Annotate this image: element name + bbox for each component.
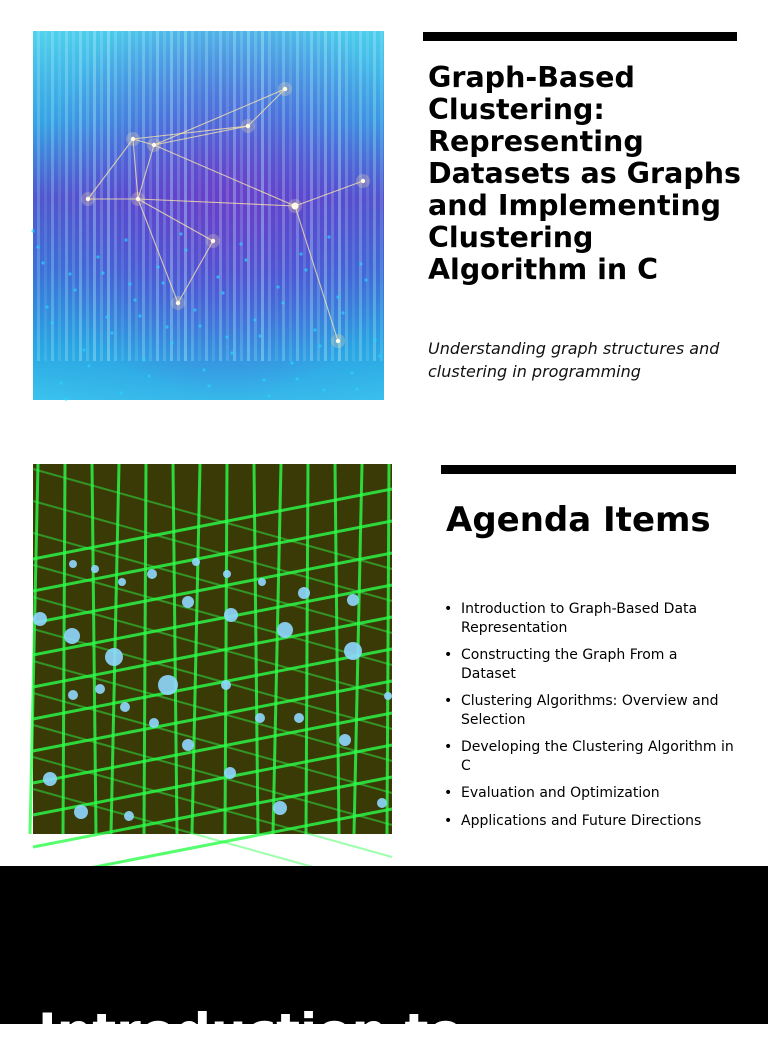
title-rule xyxy=(423,32,737,41)
code-streak xyxy=(254,31,257,361)
network-node xyxy=(246,124,250,128)
agenda-item-text: Clustering Algorithms: Overview and Selection xyxy=(461,693,719,728)
agenda-item xyxy=(444,738,734,775)
code-streak xyxy=(240,31,243,361)
grid-line-vertical xyxy=(30,464,38,834)
network-node xyxy=(152,143,156,147)
data-dot xyxy=(262,378,265,381)
code-streak xyxy=(324,31,327,361)
grid-node xyxy=(224,608,238,622)
grid-node xyxy=(182,596,194,608)
grid-node xyxy=(294,713,304,723)
code-streak xyxy=(72,31,75,361)
data-dot xyxy=(281,301,284,304)
grid-line-diagonal xyxy=(33,469,392,569)
code-streak xyxy=(261,31,264,361)
agenda-item xyxy=(444,784,734,803)
grid-line-diagonal xyxy=(33,565,392,665)
code-streak xyxy=(296,31,299,361)
data-dot xyxy=(341,311,344,314)
data-dot xyxy=(101,271,104,274)
data-dot xyxy=(36,245,39,248)
data-dot xyxy=(364,278,367,281)
code-streak xyxy=(128,31,131,361)
grid-node xyxy=(255,713,265,723)
agenda-item-text: Evaluation and Optimization xyxy=(461,785,660,801)
data-dot xyxy=(193,308,196,311)
code-streak xyxy=(212,31,215,361)
code-streak xyxy=(107,31,110,361)
next-slide-band xyxy=(0,866,768,1061)
code-streak xyxy=(149,31,152,361)
code-streak xyxy=(65,31,68,361)
grid-node xyxy=(120,702,130,712)
data-dot xyxy=(355,387,358,390)
code-streak xyxy=(338,31,341,361)
code-streak xyxy=(303,31,306,361)
network-cover-image xyxy=(33,31,384,400)
data-dot xyxy=(119,391,122,394)
data-dot xyxy=(179,232,182,235)
grid-node xyxy=(192,558,200,566)
data-dot xyxy=(124,238,127,241)
grid-node xyxy=(43,772,57,786)
grid-node xyxy=(64,628,80,644)
agenda-rule xyxy=(441,465,736,474)
bullet-icon: • xyxy=(444,812,453,829)
data-dot xyxy=(290,361,293,364)
bullet-icon: • xyxy=(444,647,453,663)
network-node xyxy=(283,87,287,91)
grid-line-vertical xyxy=(306,464,308,834)
grid-node xyxy=(33,612,47,626)
page-title: Graph-Based Clustering: Representing Datasets as Graphs and Implementing Clustering Algorithm in C xyxy=(428,61,741,286)
data-dot xyxy=(207,384,210,387)
page-subtitle: Understanding graph structures and clustering in programming xyxy=(428,339,720,381)
network-node xyxy=(336,339,340,343)
agenda-item xyxy=(444,692,734,729)
network-node xyxy=(361,179,365,183)
code-streak xyxy=(163,31,166,361)
agenda-item xyxy=(444,600,734,637)
data-dot xyxy=(165,325,168,328)
data-dot xyxy=(225,335,228,338)
grid-node xyxy=(277,622,293,638)
bullet-icon: • xyxy=(444,739,453,755)
code-streak xyxy=(345,31,348,361)
code-streak xyxy=(177,31,180,361)
network-node xyxy=(86,197,90,201)
grid-node xyxy=(377,798,387,808)
data-dot xyxy=(318,344,321,347)
code-streak xyxy=(373,31,376,361)
data-dot xyxy=(68,272,71,275)
data-dot xyxy=(138,314,141,317)
grid-node xyxy=(69,560,77,568)
grid-node xyxy=(68,690,78,700)
data-dot xyxy=(41,261,44,264)
grid-node xyxy=(158,675,178,695)
code-streak xyxy=(282,31,285,361)
grid-node xyxy=(91,565,99,573)
grid-node xyxy=(147,569,157,579)
data-dot xyxy=(267,394,270,397)
data-dot xyxy=(198,324,201,327)
grid-node xyxy=(118,578,126,586)
agenda-item xyxy=(444,812,734,831)
data-dot xyxy=(276,285,279,288)
grid-line-vertical xyxy=(92,464,96,834)
grid-node xyxy=(182,739,194,751)
grid-node xyxy=(347,594,359,606)
grid-node xyxy=(95,684,105,694)
data-dot xyxy=(96,255,99,258)
grid-node xyxy=(384,692,392,700)
data-dot xyxy=(184,248,187,251)
data-dot xyxy=(295,377,298,380)
code-streak xyxy=(205,31,208,361)
data-dot xyxy=(31,229,34,232)
data-dot xyxy=(304,268,307,271)
code-streak xyxy=(331,31,334,361)
data-dot xyxy=(82,348,85,351)
code-streak xyxy=(359,31,362,361)
code-streak xyxy=(317,31,320,361)
data-dot xyxy=(156,265,159,268)
code-streak xyxy=(191,31,194,361)
code-streak xyxy=(380,31,383,361)
code-streak xyxy=(170,31,173,361)
grid-node xyxy=(258,578,266,586)
bullet-icon: • xyxy=(444,693,453,709)
data-dot xyxy=(322,388,325,391)
code-streak xyxy=(100,31,103,361)
code-streak xyxy=(198,31,201,361)
agenda-item-text: Developing the Clustering Algorithm in C xyxy=(461,739,734,774)
code-streak xyxy=(352,31,355,361)
bullet-icon: • xyxy=(444,785,453,801)
grid-network-image xyxy=(33,464,392,834)
data-dot xyxy=(336,295,339,298)
data-dot xyxy=(239,242,242,245)
code-streak xyxy=(37,31,40,361)
agenda-item-text: Constructing the Graph From a Dataset xyxy=(461,647,678,682)
grid-node xyxy=(223,570,231,578)
data-dot xyxy=(50,321,53,324)
grid-node xyxy=(339,734,351,746)
network-node xyxy=(211,239,215,243)
bullet-icon: • xyxy=(444,601,453,617)
grid-node xyxy=(149,718,159,728)
grid-node xyxy=(273,801,287,815)
code-streak xyxy=(310,31,313,361)
code-streak xyxy=(114,31,117,361)
code-streak xyxy=(51,31,54,361)
grid-line-diagonal xyxy=(33,533,392,633)
network-node xyxy=(176,301,180,305)
grid-line-vertical xyxy=(144,464,146,834)
grid-node xyxy=(74,805,88,819)
network-node xyxy=(292,203,299,210)
data-dot xyxy=(327,235,330,238)
data-dot xyxy=(373,338,376,341)
data-dot xyxy=(202,368,205,371)
code-streak xyxy=(247,31,250,361)
data-dot xyxy=(170,341,173,344)
code-streak xyxy=(44,31,47,361)
grid-node xyxy=(124,811,134,821)
grid-line-diagonal xyxy=(33,501,392,601)
code-streak xyxy=(289,31,292,361)
grid-node xyxy=(344,642,362,660)
data-dot xyxy=(244,258,247,261)
grid-line-vertical xyxy=(192,464,200,834)
data-dot xyxy=(45,305,48,308)
data-dot xyxy=(110,331,113,334)
code-streak xyxy=(121,31,124,361)
grid-node xyxy=(105,648,123,666)
agenda-item-text: Introduction to Graph-Based Data Representation xyxy=(461,601,698,636)
network-edge xyxy=(248,89,285,126)
data-dot xyxy=(142,358,145,361)
data-dot xyxy=(59,381,62,384)
data-dot xyxy=(221,291,224,294)
grid-line-vertical xyxy=(273,464,281,834)
network-edge xyxy=(138,199,295,206)
code-streak xyxy=(219,31,222,361)
code-streak xyxy=(233,31,236,361)
data-dot xyxy=(359,262,362,265)
data-dot xyxy=(253,318,256,321)
data-dot xyxy=(216,275,219,278)
code-streak xyxy=(79,31,82,361)
data-dot xyxy=(378,354,381,357)
data-dot xyxy=(147,374,150,377)
grid-node xyxy=(224,767,236,779)
network-node xyxy=(136,197,140,201)
data-dot xyxy=(350,371,353,374)
code-streak xyxy=(184,31,187,361)
network-node xyxy=(131,137,135,141)
code-streak xyxy=(275,31,278,361)
data-dot xyxy=(128,282,131,285)
data-dot xyxy=(87,364,90,367)
data-dot xyxy=(313,328,316,331)
code-streak xyxy=(366,31,369,361)
grid-node xyxy=(221,680,231,690)
agenda-item-text: Applications and Future Directions xyxy=(461,812,702,829)
code-streak xyxy=(58,31,61,361)
data-dot xyxy=(161,281,164,284)
data-dot xyxy=(64,397,67,400)
grid-line-vertical xyxy=(173,464,177,834)
data-dot xyxy=(105,315,108,318)
data-dot xyxy=(73,288,76,291)
agenda-list xyxy=(444,600,734,839)
next-slide-heading: Introduction to xyxy=(38,1003,463,1061)
network-edge xyxy=(154,145,295,206)
data-dot xyxy=(299,252,302,255)
data-dot xyxy=(230,351,233,354)
grid-line-vertical xyxy=(254,464,258,834)
data-dot xyxy=(258,334,261,337)
code-streak xyxy=(156,31,159,361)
data-dot xyxy=(133,298,136,301)
agenda-item xyxy=(444,646,734,683)
agenda-heading: Agenda Items xyxy=(446,500,711,540)
code-streak xyxy=(226,31,229,361)
grid-node xyxy=(298,587,310,599)
